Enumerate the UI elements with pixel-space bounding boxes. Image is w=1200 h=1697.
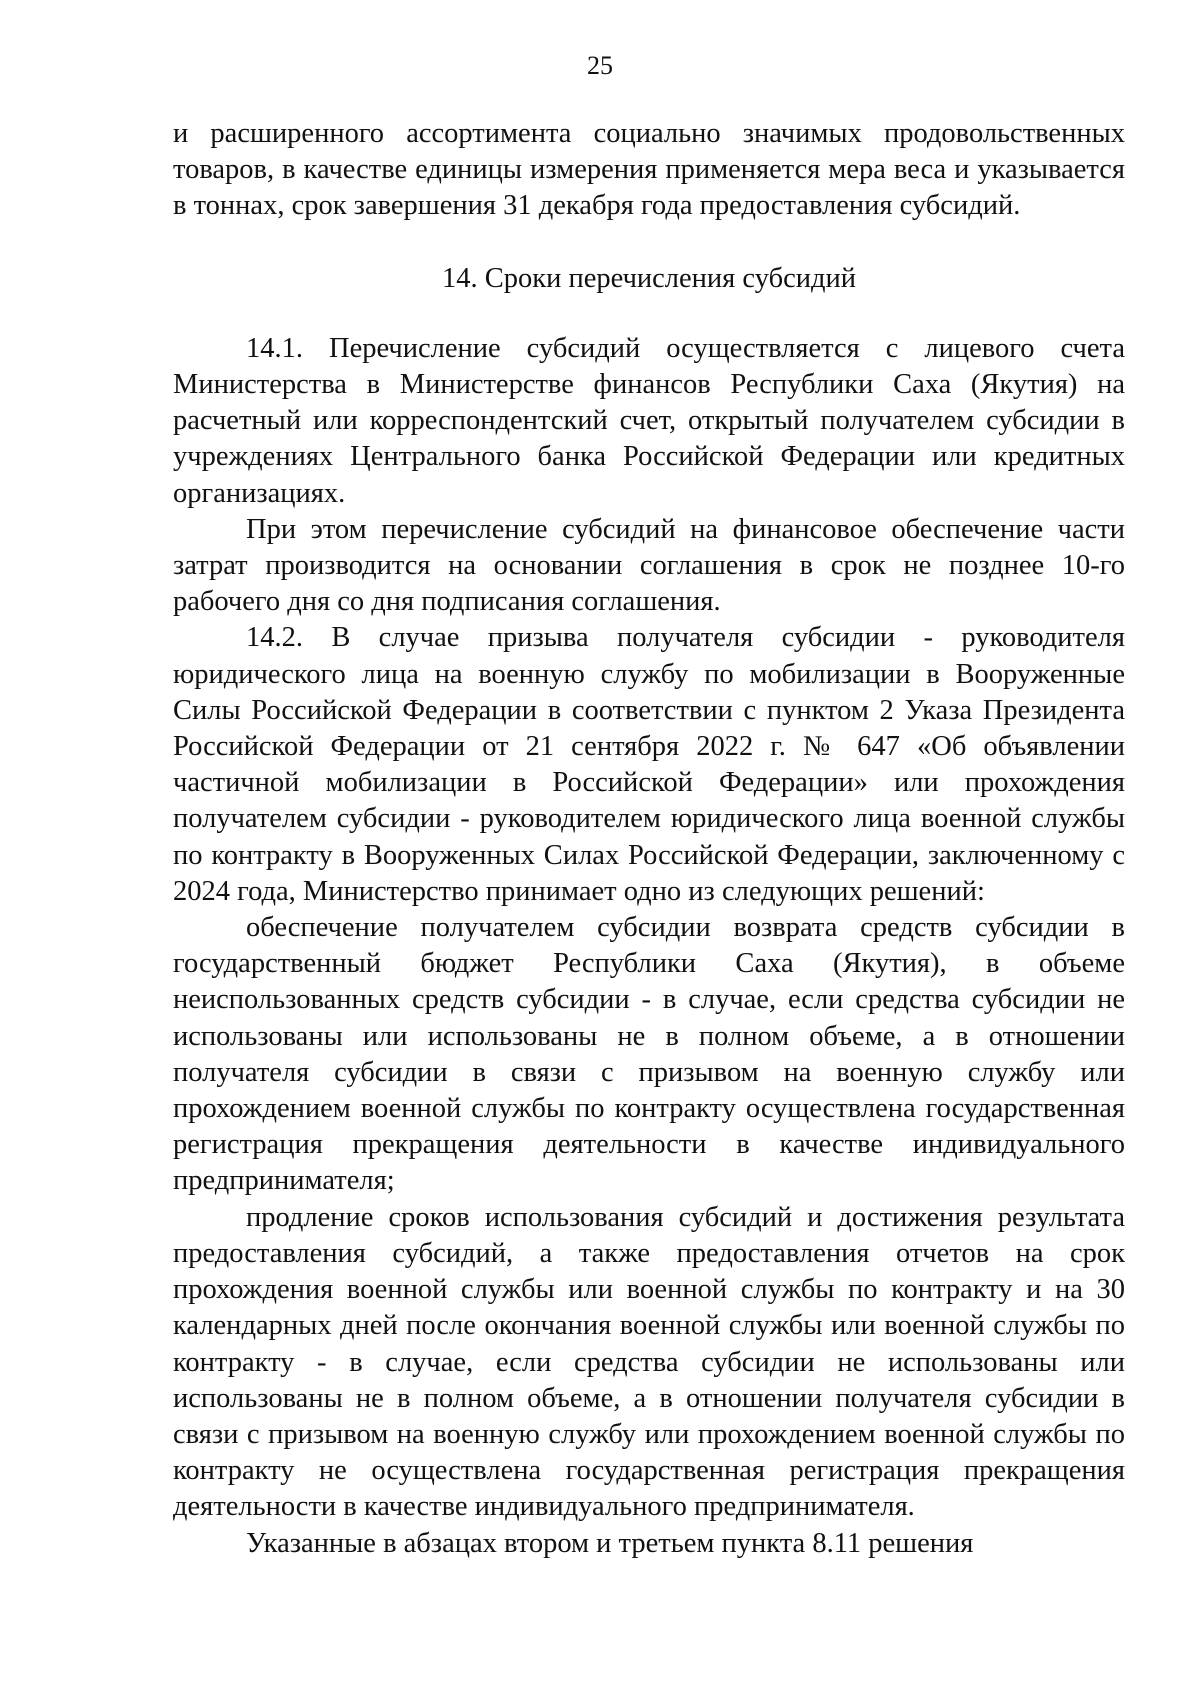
paragraph-transfer-terms: При этом перечисление субсидий на финансовое обеспечение части затрат производится на основании соглашения в срок не позднее 10-го рабочего дня со дня подписания соглашения.: [173, 513, 1125, 618]
paragraph-14-2: 14.2. В случае призыва получателя субсидии - руководителя юридического лица на военную службу по мобилизации в Вооруженные Силы Российской Федерации в соответствии с пунктом 2 Указа Президента Российской Федерации от 21 сентября 2022 г. № 647 «Об объявлении частичной мобилизации в Российской Федерации» или прохождения получателем субсидии - руководителем юридического лица военной службы по контракту в Вооруженных Силах Российской Федерации, заключенному с 2024 года, Министерство принимает одно из следующих решений:: [173, 622, 1125, 907]
paragraph-14-1: 14.1. Перечисление субсидий осуществляется с лицевого счета Министерства в Министерстве финансов Республики Саха (Якутия) на расчетный или корреспондентский счет, открытый получателем субсидии в учреждениях Центрального банка Российской Федерации или кредитных организациях.: [173, 332, 1125, 509]
document-body: [173, 116, 1125, 1562]
paragraph-decision-refund: обеспечение получателем субсидии возврата средств субсидии в государственный бюджет Республики Саха (Якутия), в объеме неиспользованных средств субсидии - в случае, если средства субсидии не использованы или использованы не в полном объеме, а в отношении получателя субсидии в связи с призывом на военную службу или прохождением военной службы по контракту осуществлена государственная регистрация прекращения деятельности в качестве индивидуального предпринимателя;: [173, 912, 1125, 1197]
section-heading: 14. Сроки перечисления субсидий: [442, 262, 856, 294]
paragraph-specified: Указанные в абзацах втором и третьем пункта 8.11 решения: [246, 1527, 974, 1559]
paragraph-decision-extension: продление сроков использования субсидий и достижения результата предоставления субсидий, а также предоставления отчетов на срок прохождения военной службы или военной службы по контракту и на 30 календарных дней после окончания военной службы или военной службы по контракту - в случае, если средства субсидии не использованы или использованы не в полном объеме, а в отношении получателя субсидии в связи с призывом на военную службу или прохождением военной службы по контракту не осуществлена государственная регистрация прекращения деятельности в качестве индивидуального предпринимателя.: [173, 1201, 1125, 1523]
paragraph-continuation: и расширенного ассортимента социально значимых продовольственных товаров, в качестве единицы измерения применяется мера веса и указывается в тоннах, срок завершения 31 декабря года предоставления субсидий.: [173, 118, 1125, 222]
page-number: 25: [587, 51, 613, 80]
